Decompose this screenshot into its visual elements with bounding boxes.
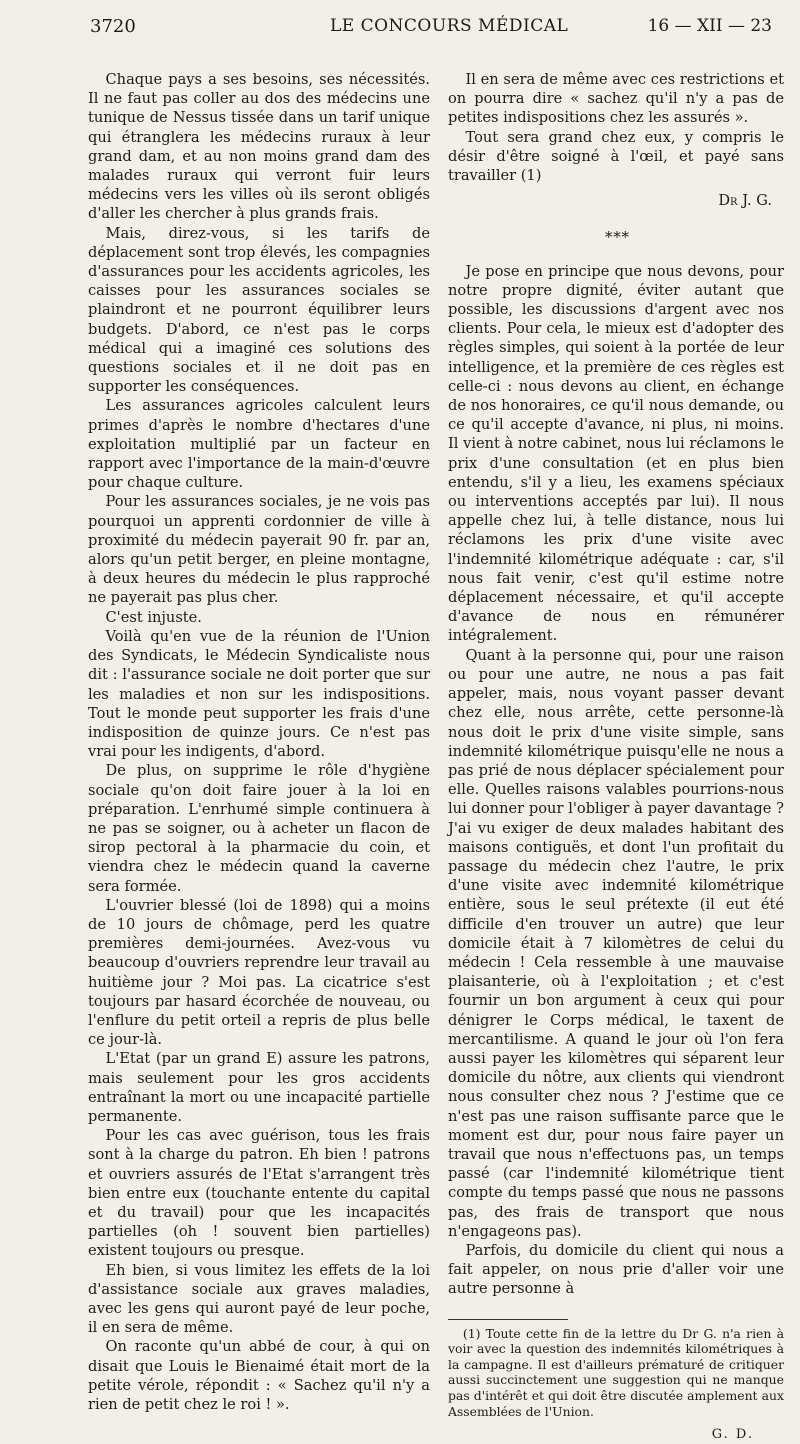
page-number: 3720: [90, 16, 136, 37]
author-signature: Dr J. G.: [718, 192, 772, 210]
paragraph: Pour les cas avec guérison, tous les frais sont à la charge du patron. Eh bien ! patrons et ouvriers assurés de l'Etat s'arrangent très bien entre eux (touchante entente du capital et du travail) pour que les incapacités partielles (oh ! souvent bien partielles) existent toujours ou presque.: [88, 1127, 430, 1260]
footnote-divider: [448, 1319, 568, 1320]
footnote: (1) Toute cette fin de la lettre du Dr G. n'a rien à voir avec la question des indemnités kilométriques à la campagne. Il est d'ailleurs prématuré de critiquer aussi succinctement une suggestion qui ne manque pas d'intérêt et qui doit être discutée amplement aux Assemblées de l'Union.: [448, 1325, 784, 1419]
paragraph: De plus, on supprime le rôle d'hygiène sociale qu'on doit faire jouer à la loi en préparation. L'enrhumé simple continuera à ne pas se soigner, ou à acheter un flacon de sirop pectoral à la pharmacie du coin, et viendra chez le médecin quand la caverne sera formée.: [88, 762, 430, 895]
page-header: [0, 0, 800, 44]
paragraph: Je pose en principe que nous devons, pour notre propre dignité, éviter autant que possible, les discussions d'argent avec nos clients. Pour cela, le mieux est d'adopter des règles simples, qui soient à la portée de leur intelligence, et la première de ces règles est celle-ci : nous devons au client, en échange de nos honoraires, ce qu'il nous demande, ou ce qu'il accepte d'avance, ni plus, ni moins. Il vient à notre cabinet, nous lui réclamons le prix d'une consultation (et en plus bien entendu, s'il y a lieu, les examens spéciaux ou interventions acceptés par lui). Il nous appelle chez lui, à telle distance, nous lui réclamons les prix d'une visite avec l'indemnité kilométrique adéquate : car, s'il nous fait venir, c'est qu'il estime notre déplacement nécessaire, et qu'il accepte d'avance de nous en rémunérer intégralement.: [448, 262, 784, 645]
paragraph: Eh bien, si vous limitez les effets de la loi d'assistance sociale aux graves maladies, avec les gens qui auront payé de leur poche, il en sera de même.: [88, 1261, 430, 1337]
paragraph: Quant à la personne qui, pour une raison ou pour une autre, ne nous a pas fait appeler, mais, nous voyant passer devant chez elle, nous arrête, cette personne-là nous doit le prix d'une visite simple, sans indemnité kilométrique puisqu'elle ne nous a pas prié de nous déplacer spécialement pour elle. Quelles raisons valables pourrions-nous lui donner pour l'obliger à payer davantage ? J'ai vu exiger de deux malades habitant des maisons contiguës, et dont l'un profitait du passage du médecin chez l'autre, le prix d'une visite avec indemnité kilométrique entière, sous le seul prétexte (il eut été difficile d'en trouver un autre) que leur domicile était à 7 kilomètres de celui du médecin ! Cela ressemble à une mauvaise plaisanterie, où à l'exploitation ; et c'est fournir un bon argument à ceux qui pour dénigrer le Corps médical, le taxent de mercantilisme. A quand le jour où l'on fera aussi payer les kilomètres qui séparent leur domicile du nôtre, aux clients qui viendront nous consulter chez nous ? J'estime que ce n'est pas une raison suffisante parce que le moment est dur, pour nous faire payer un travail que nous n'effectuons pas, un temps passé (car l'indemnité kilométrique tient compte du temps passé que nous ne passons pas, des frais de transport que nous n'engageons pas).: [448, 646, 784, 1240]
paragraph: Pour les assurances sociales, je ne vois pas pourquoi un apprenti cordonnier de ville à proximité du médecin payerait 90 fr. par an, alors qu'un petit berger, en pleine montagne, à deux heures du médecin le plus rapproché ne payerait pas plus cher.: [88, 493, 430, 607]
paragraph: On raconte qu'un abbé de cour, à qui on disait que Louis le Bienaimé était mort de la petite vérole, répondit : « Sachez qu'il n'y a rien de petit chez le roi ! ».: [88, 1338, 430, 1414]
issue-date: 16 — XII — 23: [647, 16, 772, 36]
journal-title: LE CONCOURS MÉDICAL: [330, 16, 569, 36]
paragraph: Tout sera grand chez eux, y compris le désir d'être soigné à l'œil, et payé sans travailler (1): [448, 128, 784, 185]
paragraph: Parfois, du domicile du client qui nous a fait appeler, on nous prie d'aller voir une autre personne à: [448, 1241, 784, 1298]
paragraph: Chaque pays a ses besoins, ses nécessités. Il ne faut pas coller au dos des médecins une tunique de Nessus tissée dans un tarif unique qui étranglera les médecins ruraux à leur grand dam, et au non moins grand dam des malades ruraux qui verront fuir leurs médecins vers les villes où ils seront obligés d'aller les chercher à plus grands frais.: [88, 71, 430, 223]
paragraph: Mais, direz-vous, si les tarifs de déplacement sont trop élevés, les compagnies d'assurances pour les accidents agricoles, les caisses pour les assurances sociales se plaindront et ne pourront équilibrer leurs budgets. D'abord, ce n'est pas le corps médical qui a imaginé ces solutions des questions sociales et il ne doit pas en supporter les conséquences.: [88, 224, 430, 396]
footnote-signature: G. D.: [711, 1427, 754, 1443]
left-column: [88, 70, 430, 1414]
right-column: [448, 70, 784, 1444]
paragraph: L'Etat (par un grand E) assure les patrons, mais seulement pour les gros accidents entraînant la mort ou une incapacité partielle permanente.: [88, 1050, 430, 1125]
paragraph: L'ouvrier blessé (loi de 1898) qui a moins de 10 jours de chômage, perd les quatre premières demi-journées. Avez-vous vu beaucoup d'ouvriers reprendre leur travail au huitième jour ? Moi pas. La cicatrice s'est toujours par hasard écorchée de nouveau, ou l'enflure du petit orteil a repris de plus belle ce jour-là.: [88, 896, 430, 1049]
section-ornament: * * *: [604, 228, 628, 247]
paragraph: C'est injuste.: [105, 608, 202, 626]
paragraph: Voilà qu'en vue de la réunion de l'Union des Syndicats, le Médecin Syndicaliste nous dit : l'assurance sociale ne doit porter que sur les maladies et non sur les indispositions. Tout le monde peut supporter les frais d'une indisposition de quinze jours. Ce n'est pas vrai pour les indigents, d'abord.: [88, 627, 430, 761]
paragraph: Les assurances agricoles calculent leurs primes d'après le nombre d'hectares d'une exploitation multiplié par un facteur en rapport avec l'importance de la main-d'œuvre pour chaque culture.: [88, 397, 430, 492]
paragraph: Il en sera de même avec ces restrictions et on pourra dire « sachez qu'il n'y a pas de petites indispositions chez les assurés ».: [448, 71, 784, 127]
